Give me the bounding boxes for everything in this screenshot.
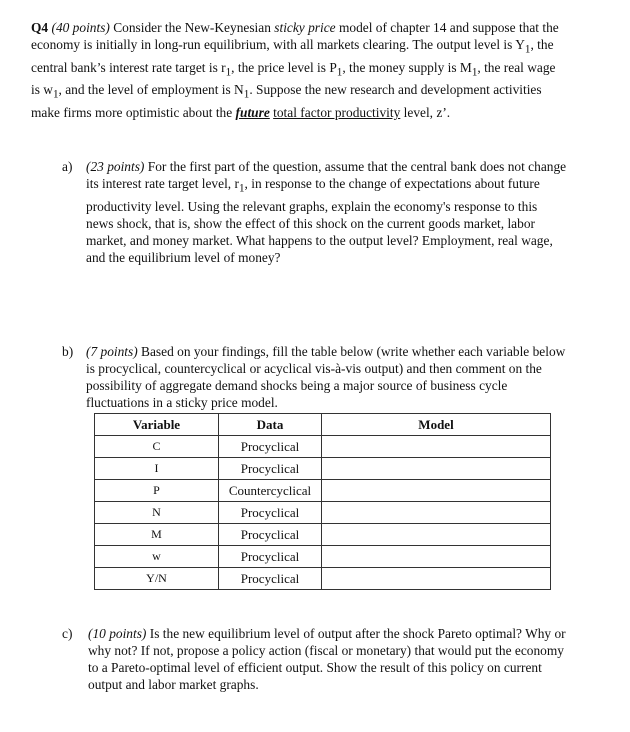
part-c-label: c) [62, 626, 73, 641]
text-part-8: level, z’. [400, 105, 451, 121]
part-a-body-2: , in response to the change of expectations about future productivity level. Using the relevant graphs, explain the economy's response to this news shock, that is, show the effect of this shock on the current goods market, labor market, and money market. What happens to the output level? Employment, real wage, and the equilibrium level of money? [86, 176, 553, 265]
part-c-points: (10 points) [88, 626, 147, 641]
subscript-w: 1 [52, 89, 59, 102]
part-b-label: b) [62, 344, 74, 359]
header-variable: Variable [95, 414, 219, 436]
model-cell[interactable] [322, 502, 551, 524]
part-b-text [86, 343, 567, 411]
data-cell: Procyclical [219, 524, 322, 546]
text-part-4: , the money supply is M [342, 59, 472, 75]
data-cell: Countercyclical [219, 480, 322, 502]
part-c-body: Is the new equilibrium level of output after the shock Pareto optimal? Why or why not? If not, propose a policy action (fiscal or monetary) that would put the economy to a Pareto-optimal level of efficient output. Show the result of this policy on current output and labor market graphs. [88, 626, 566, 692]
part-b-points: (7 points) [86, 344, 138, 359]
model-term: sticky price [274, 20, 336, 35]
variable-cell: P [95, 480, 219, 502]
subscript-m: 1 [471, 66, 478, 79]
model-cell[interactable] [322, 524, 551, 546]
text-part-1: model of chapter 14 and suppose that the economy is initially in long-run equilibrium, with all markets clearing. The output level is Y [31, 20, 559, 52]
model-cell[interactable] [322, 480, 551, 502]
header-data: Data [219, 414, 322, 436]
part-a-body-1: For the first part of the question, assume that the central bank does not change its interest rate target level, r [86, 159, 567, 191]
model-cell[interactable] [322, 436, 551, 458]
text-part-6: , and the level of employment is N [58, 82, 244, 98]
data-cell: Procyclical [219, 436, 322, 458]
table-row [95, 546, 551, 568]
data-cell: Procyclical [219, 458, 322, 480]
part-c [62, 625, 567, 693]
table-row [95, 480, 551, 502]
variable-cell: w [95, 546, 219, 568]
part-b-body: Based on your findings, fill the table below (write whether each variable below is procyclical, countercyclical or acyclical vis-à-vis output) and then comment on the possibility of aggregate demand shocks being a major source of business cycle fluctuations in a sticky price model. [86, 344, 566, 410]
part-c-text [88, 625, 567, 693]
data-cell: Procyclical [219, 568, 322, 590]
variable-cell: I [95, 458, 219, 480]
variable-cell: N [95, 502, 219, 524]
table-row [95, 458, 551, 480]
part-a-text [86, 158, 567, 266]
table-row [95, 502, 551, 524]
subscript-n: 1 [243, 89, 250, 102]
tfp-phrase: total factor productivity [273, 105, 401, 121]
table-row [95, 436, 551, 458]
part-a [62, 158, 567, 266]
part-a-subscript: 1 [238, 182, 245, 195]
model-cell[interactable] [322, 568, 551, 590]
cyclicality-table [94, 413, 551, 590]
intro-text: Consider the New-Keynesian [109, 20, 275, 35]
subscript-p: 1 [336, 66, 343, 79]
text-part-3: , the price level is P [231, 59, 337, 75]
table-header-row [95, 414, 551, 436]
part-a-points: (23 points) [86, 159, 145, 174]
table-row [95, 568, 551, 590]
text-part-7: . Suppose the new research and development activities make firms more optimistic about the [31, 82, 542, 121]
part-b [62, 343, 567, 411]
future-emphasis: future [235, 105, 270, 121]
part-a-label: a) [62, 159, 73, 174]
subscript-r: 1 [225, 66, 232, 79]
question-points: (40 points) [51, 20, 110, 35]
text-part-5: , the real wage is w [31, 59, 556, 98]
question-4-intro [31, 19, 561, 121]
header-model: Model [322, 414, 551, 436]
data-cell: Procyclical [219, 546, 322, 568]
question-label: Q4 [31, 20, 49, 35]
data-cell: Procyclical [219, 502, 322, 524]
table-row [95, 524, 551, 546]
variable-cell: Y/N [95, 568, 219, 590]
model-cell[interactable] [322, 458, 551, 480]
text-part-2: , the central bank’s interest rate target is r [31, 37, 554, 75]
variable-cell: M [95, 524, 219, 546]
variable-cell: C [95, 436, 219, 458]
subscript-y: 1 [524, 43, 531, 56]
model-cell[interactable] [322, 546, 551, 568]
